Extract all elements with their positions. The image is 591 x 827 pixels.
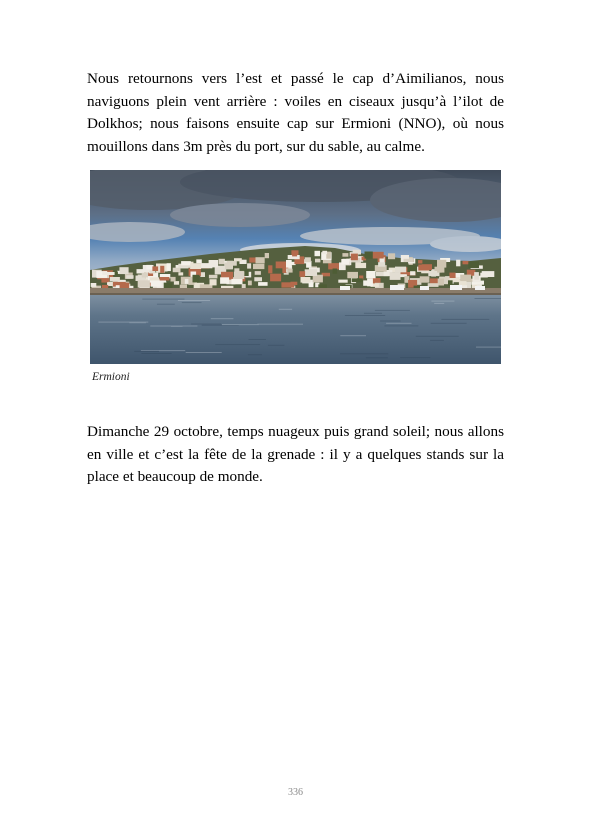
page-number: 336: [288, 787, 303, 798]
photo-ermioni-harbor: [90, 170, 501, 364]
photo-caption: Ermioni: [92, 371, 130, 383]
paragraph-sunday: Dimanche 29 octobre, temps nuageux puis grand soleil; nous allons en ville et c’est la fête de la grenade : il y a quelques stands sur la place et beaucoup de monde.: [87, 423, 504, 485]
paragraph-intro: Nous retournons vers l’est et passé le cap d’Aimilianos, nous naviguons plein vent arrière : voiles en ciseaux jusqu’à l’ilot de Dolkhos; nous faisons ensuite cap sur Ermioni (NNO), où nous mouillons dans 3m près du port, sur du sable, au calme.: [87, 70, 504, 155]
